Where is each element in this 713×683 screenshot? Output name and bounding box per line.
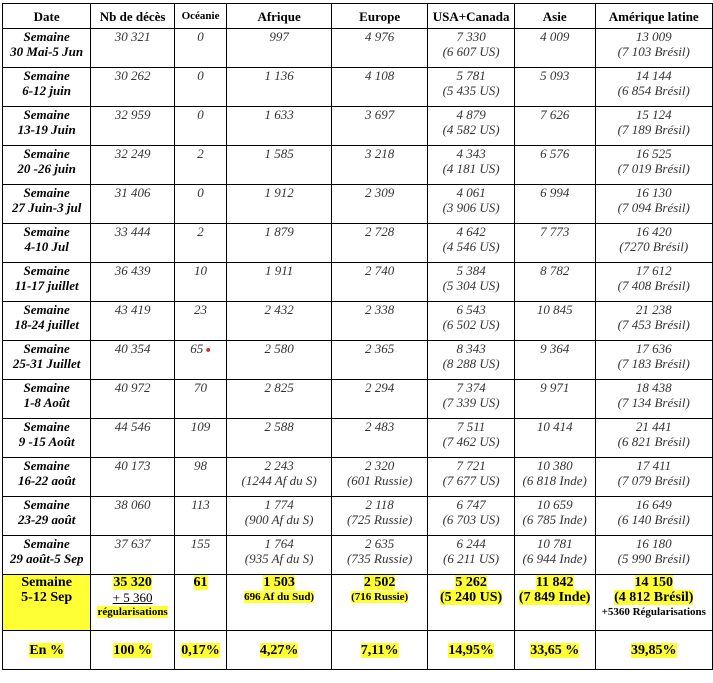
week-label: Semaine 27 Juin-3 jul <box>3 185 91 224</box>
europe-cell: 2 338 <box>331 302 427 341</box>
week-label: Semaine 30 Mai-5 Jun <box>3 29 91 68</box>
deaths-cell: 40 972 <box>91 380 175 419</box>
oceania-cell: 0 <box>174 29 226 68</box>
asia-cell: 4 009 <box>514 29 595 68</box>
total-oceania: 61 <box>174 575 226 631</box>
europe-cell: 2 320 (601 Russie) <box>331 458 427 497</box>
latin-america-cell: 13 009 (7 103 Brésil) <box>595 29 713 68</box>
asia-cell: 10 781 (6 944 Inde) <box>514 536 595 575</box>
week-label: Semaine 16-22 août <box>3 458 91 497</box>
europe-cell: 2 728 <box>331 224 427 263</box>
africa-cell: 2 243 (1244 Af du S) <box>227 458 332 497</box>
header-deaths: Nb de décès <box>91 4 175 29</box>
usa-canada-cell: 7 721 (7 677 US) <box>428 458 515 497</box>
usa-canada-cell: 8 343 (8 288 US) <box>428 341 515 380</box>
usa-canada-cell: 7 330 (6 607 US) <box>428 29 515 68</box>
percent-row <box>3 631 713 670</box>
asia-cell: 5 093 <box>514 68 595 107</box>
africa-cell: 1 911 <box>227 263 332 302</box>
africa-cell: 1 879 <box>227 224 332 263</box>
table-row <box>3 302 713 341</box>
latin-america-cell: 21 238 (7 453 Brésil) <box>595 302 713 341</box>
oceania-cell: 0 <box>174 68 226 107</box>
week-label: Semaine 23-29 août <box>3 497 91 536</box>
latin-america-cell: 16 525 (7 019 Brésil) <box>595 146 713 185</box>
deaths-cell: 33 444 <box>91 224 175 263</box>
europe-cell: 4 976 <box>331 29 427 68</box>
asia-cell: 10 414 <box>514 419 595 458</box>
africa-cell: 1 633 <box>227 107 332 146</box>
week-label: Semaine 1-8 Août <box>3 380 91 419</box>
latin-america-cell: 17 636 (7 183 Brésil) <box>595 341 713 380</box>
latin-america-cell: 16 180 (5 990 Brésil) <box>595 536 713 575</box>
oceania-cell: 65 ● <box>174 341 226 380</box>
oceania-cell: 10 <box>174 263 226 302</box>
oceania-cell: 0 <box>174 107 226 146</box>
usa-canada-cell: 7 374 (7 339 US) <box>428 380 515 419</box>
europe-cell: 2 635 (735 Russie) <box>331 536 427 575</box>
table-row <box>3 341 713 380</box>
table-row <box>3 29 713 68</box>
latin-america-cell: 17 411 (7 079 Brésil) <box>595 458 713 497</box>
oceania-cell: 0 <box>174 185 226 224</box>
header-usa-canada: USA+Canada <box>428 4 515 29</box>
total-label: Semaine 5-12 Sep <box>3 575 91 631</box>
asia-cell: 9 971 <box>514 380 595 419</box>
table-row <box>3 107 713 146</box>
asia-cell: 7 626 <box>514 107 595 146</box>
deaths-table <box>2 3 713 670</box>
asia-cell: 9 364 <box>514 341 595 380</box>
table-row <box>3 263 713 302</box>
africa-cell: 1 585 <box>227 146 332 185</box>
usa-canada-cell: 4 642 (4 546 US) <box>428 224 515 263</box>
latin-america-cell: 18 438 (7 134 Brésil) <box>595 380 713 419</box>
europe-cell: 2 294 <box>331 380 427 419</box>
usa-canada-cell: 4 061 (3 906 US) <box>428 185 515 224</box>
asia-cell: 10 380 (6 818 Inde) <box>514 458 595 497</box>
oceania-cell: 109 <box>174 419 226 458</box>
usa-canada-cell: 4 343 (4 181 US) <box>428 146 515 185</box>
asia-cell: 10 845 <box>514 302 595 341</box>
week-label: Semaine 25-31 Juillet <box>3 341 91 380</box>
latin-america-cell: 16 420 (7270 Brésil) <box>595 224 713 263</box>
week-label: Semaine 4-10 Jul <box>3 224 91 263</box>
table-row <box>3 185 713 224</box>
deaths-cell: 30 262 <box>91 68 175 107</box>
header-europe: Europe <box>331 4 427 29</box>
table-row <box>3 146 713 185</box>
deaths-cell: 31 406 <box>91 185 175 224</box>
latin-america-cell: 21 441 (6 821 Brésil) <box>595 419 713 458</box>
total-row <box>3 575 713 631</box>
oceania-cell: 98 <box>174 458 226 497</box>
percent-oceania: 0,17% <box>174 631 226 670</box>
deaths-cell: 38 060 <box>91 497 175 536</box>
deaths-cell: 30 321 <box>91 29 175 68</box>
red-dot-marker: ● <box>203 344 211 355</box>
oceania-cell: 113 <box>174 497 226 536</box>
total-europe: 2 502 (716 Russie) <box>331 575 427 631</box>
total-usa-canada: 5 262 (5 240 US) <box>428 575 515 631</box>
week-label: Semaine 9 -15 Août <box>3 419 91 458</box>
usa-canada-cell: 4 879 (4 582 US) <box>428 107 515 146</box>
latin-america-cell: 15 124 (7 189 Brésil) <box>595 107 713 146</box>
week-label: Semaine 6-12 juin <box>3 68 91 107</box>
africa-cell: 1 136 <box>227 68 332 107</box>
table-row <box>3 497 713 536</box>
latin-america-cell: 14 144 (6 854 Brésil) <box>595 68 713 107</box>
header-date: Date <box>3 4 91 29</box>
africa-cell: 1 774 (900 Af du S) <box>227 497 332 536</box>
asia-cell: 7 773 <box>514 224 595 263</box>
header-oceania: Océanie <box>174 4 226 29</box>
total-africa: 1 503 696 Af du Sud) <box>227 575 332 631</box>
europe-cell: 2 483 <box>331 419 427 458</box>
total-asia: 11 842 (7 849 Inde) <box>514 575 595 631</box>
europe-cell: 2 309 <box>331 185 427 224</box>
week-label: Semaine 29 août-5 Sep <box>3 536 91 575</box>
deaths-cell: 43 419 <box>91 302 175 341</box>
usa-canada-cell: 6 747 (6 703 US) <box>428 497 515 536</box>
percent-deaths: 100 % <box>91 631 175 670</box>
oceania-cell: 70 <box>174 380 226 419</box>
usa-canada-cell: 6 244 (6 211 US) <box>428 536 515 575</box>
header-asia: Asie <box>514 4 595 29</box>
table-row <box>3 458 713 497</box>
deaths-cell: 32 959 <box>91 107 175 146</box>
oceania-cell: 23 <box>174 302 226 341</box>
week-label: Semaine 20 -26 juin <box>3 146 91 185</box>
africa-cell: 2 825 <box>227 380 332 419</box>
africa-cell: 997 <box>227 29 332 68</box>
percent-africa: 4,27% <box>227 631 332 670</box>
europe-cell: 2 118 (725 Russie) <box>331 497 427 536</box>
table-row <box>3 68 713 107</box>
oceania-cell: 155 <box>174 536 226 575</box>
percent-label: En % <box>3 631 91 670</box>
week-label: Semaine 18-24 juillet <box>3 302 91 341</box>
europe-cell: 2 740 <box>331 263 427 302</box>
table-row <box>3 419 713 458</box>
africa-cell: 1 764 (935 Af du S) <box>227 536 332 575</box>
usa-canada-cell: 5 384 (5 304 US) <box>428 263 515 302</box>
oceania-cell: 2 <box>174 146 226 185</box>
latin-america-cell: 16 649 (6 140 Brésil) <box>595 497 713 536</box>
percent-europe: 7,11% <box>331 631 427 670</box>
deaths-cell: 37 637 <box>91 536 175 575</box>
europe-cell: 3 697 <box>331 107 427 146</box>
deaths-cell: 40 354 <box>91 341 175 380</box>
europe-cell: 2 365 <box>331 341 427 380</box>
percent-asia: 33,65 % <box>514 631 595 670</box>
total-deaths: 35 320 + 5 360 régularisations <box>91 575 175 631</box>
week-label: Semaine 11-17 juillet <box>3 263 91 302</box>
table-row <box>3 536 713 575</box>
europe-cell: 3 218 <box>331 146 427 185</box>
asia-cell: 6 576 <box>514 146 595 185</box>
latin-america-cell: 16 130 (7 094 Brésil) <box>595 185 713 224</box>
oceania-cell: 2 <box>174 224 226 263</box>
africa-cell: 2 580 <box>227 341 332 380</box>
table-row <box>3 380 713 419</box>
usa-canada-cell: 7 511 (7 462 US) <box>428 419 515 458</box>
week-label: Semaine 13-19 Juin <box>3 107 91 146</box>
usa-canada-cell: 6 543 (6 502 US) <box>428 302 515 341</box>
asia-cell: 8 782 <box>514 263 595 302</box>
africa-cell: 2 588 <box>227 419 332 458</box>
header-latin-america: Amérique latine <box>595 4 713 29</box>
usa-canada-cell: 5 781 (5 435 US) <box>428 68 515 107</box>
deaths-cell: 44 546 <box>91 419 175 458</box>
percent-usa-canada: 14,95% <box>428 631 515 670</box>
deaths-cell: 36 439 <box>91 263 175 302</box>
deaths-cell: 32 249 <box>91 146 175 185</box>
africa-cell: 2 432 <box>227 302 332 341</box>
asia-cell: 6 994 <box>514 185 595 224</box>
europe-cell: 4 108 <box>331 68 427 107</box>
header-row <box>3 4 713 29</box>
latin-america-cell: 17 612 (7 408 Brésil) <box>595 263 713 302</box>
asia-cell: 10 659 (6 785 Inde) <box>514 497 595 536</box>
table-row <box>3 224 713 263</box>
africa-cell: 1 912 <box>227 185 332 224</box>
percent-latin-america: 39,85% <box>595 631 713 670</box>
deaths-cell: 40 173 <box>91 458 175 497</box>
total-latin-america: 14 150 (4 812 Brésil) +5360 Régularisations <box>595 575 713 631</box>
header-africa: Afrique <box>227 4 332 29</box>
